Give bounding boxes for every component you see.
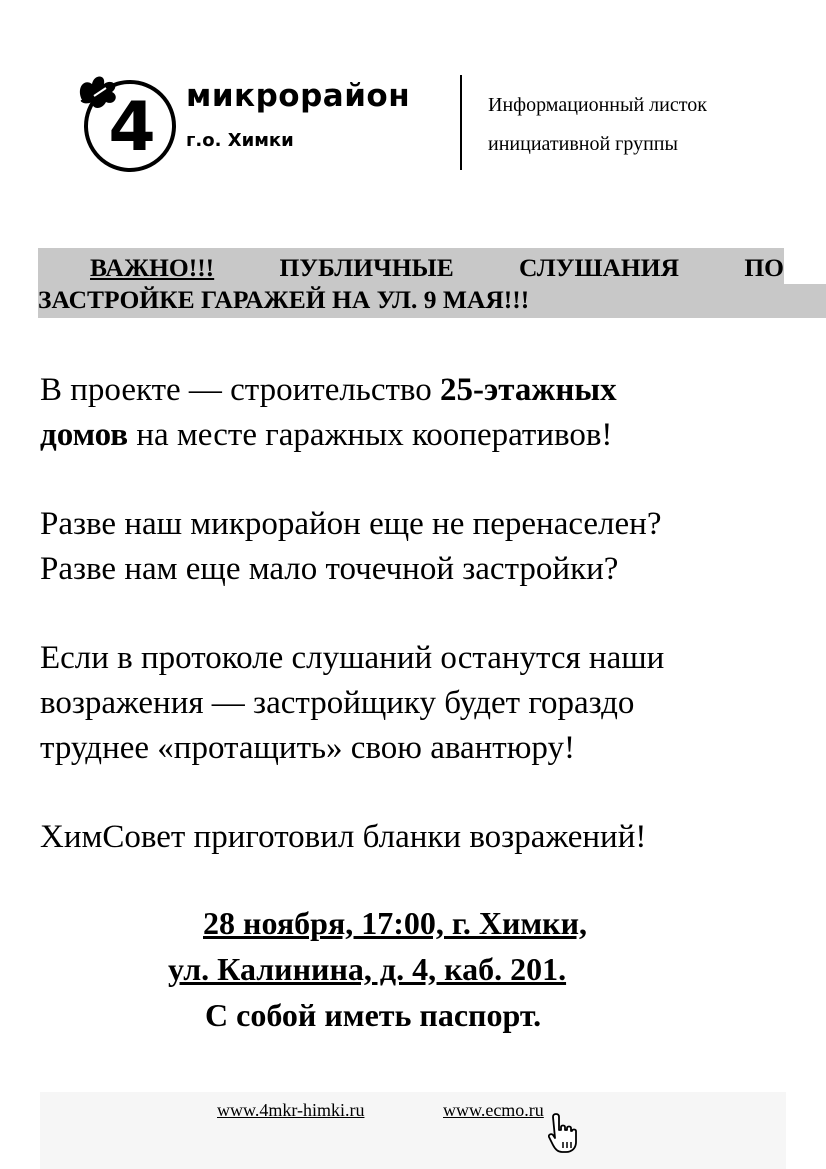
link-ecmo[interactable]: www.ecmo.ru <box>443 1100 544 1120</box>
paragraph-forms: ХимСовет приготовил бланки возражений! <box>40 819 647 855</box>
svg-text:4: 4 <box>108 88 156 167</box>
logo-4-icon <box>72 70 182 175</box>
brand-title: микрорайон <box>186 78 411 114</box>
headline-line-2: ЗАСТРОЙКЕ ГАРАЖЕЙ НА УЛ. 9 МАЯ!!! <box>38 285 530 314</box>
event-date: 28 ноября, 17:00, г. Химки, <box>203 905 588 941</box>
important-label: ВАЖНО!!! <box>90 253 215 282</box>
info-line-2: инициативной группы <box>488 133 678 155</box>
footer <box>40 1092 786 1169</box>
floors-highlight: 25-этажных <box>440 372 617 408</box>
headline-banner <box>38 248 826 318</box>
paragraph-project: В проекте — строительство 25-этажных домов на месте гаражных кооперативов! <box>40 372 617 453</box>
paragraph-objections: Если в протоколе слушаний останутся наши возражения — застройщику будет гораздо труднее «протащить» свою авантюру! <box>40 640 665 766</box>
paragraph-questions: Разве наш микрорайон еще не перенаселен? Разве нам еще мало точечной застройки? <box>40 506 662 587</box>
hand-cursor-icon <box>548 1112 578 1154</box>
headline-line-1 <box>38 252 784 284</box>
info-caption <box>488 86 707 164</box>
link-4mkr-himki[interactable]: www.4mkr-himki.ru <box>217 1100 365 1120</box>
headline-rest: ПУБЛИЧНЫЕ СЛУШАНИЯ ПО <box>214 253 784 282</box>
info-line-1: Информационный листок <box>488 94 707 116</box>
houses-highlight: домов <box>40 417 129 453</box>
event-passport-note: С собой иметь паспорт. <box>205 997 542 1033</box>
headline-text <box>38 252 784 316</box>
event-address: ул. Калинина, д. 4, каб. 201. <box>168 951 567 987</box>
header-divider <box>460 75 462 170</box>
brand-subtitle: г.о. Химки <box>186 130 294 151</box>
